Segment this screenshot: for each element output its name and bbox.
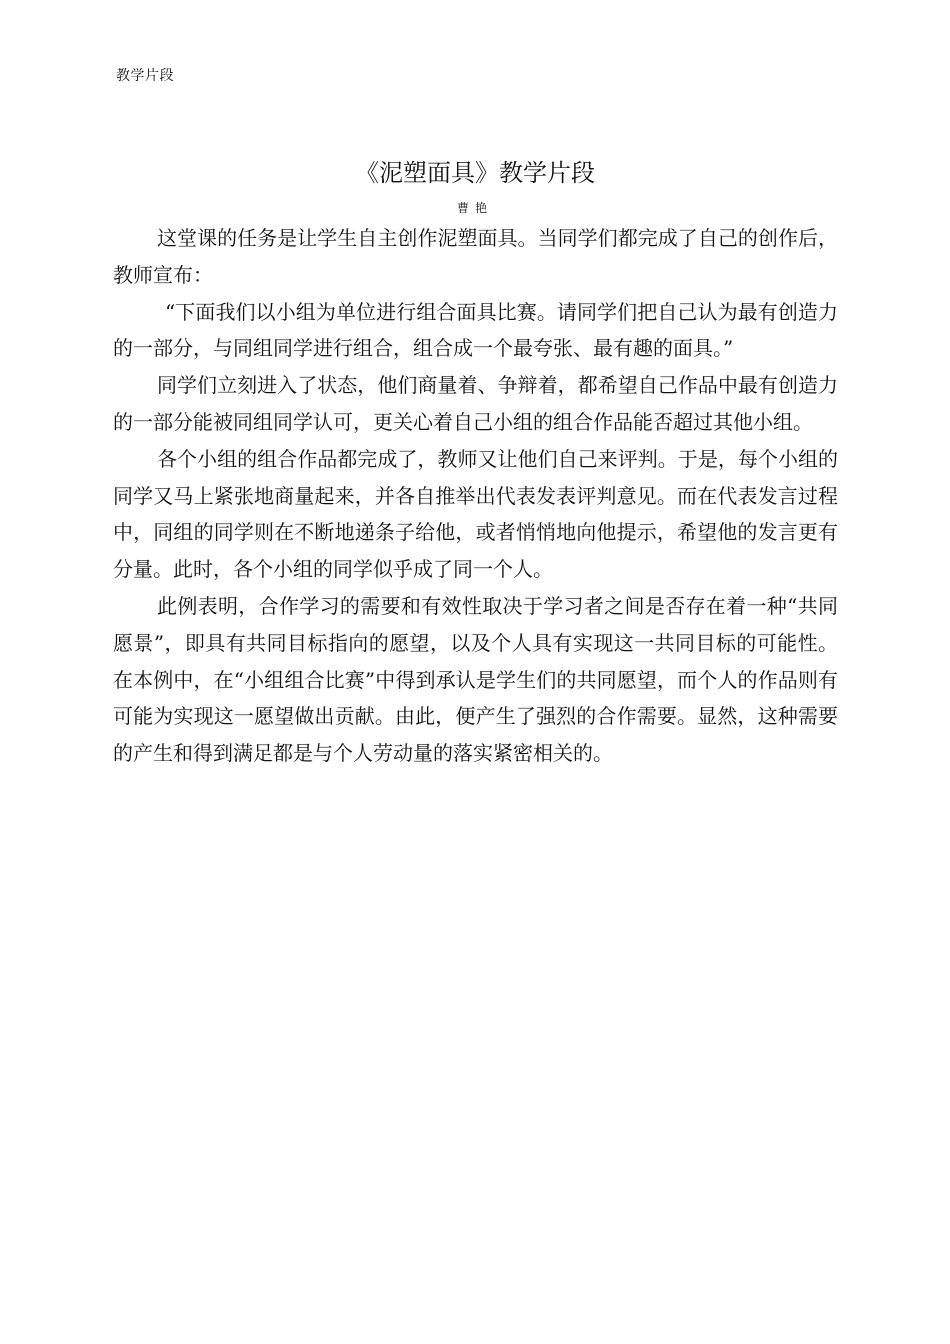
paragraph-intro: 这堂课的任务是让学生自主创作泥塑面具。当同学们都完成了自己的创作后，教师宣布：: [113, 226, 838, 287]
paragraph-analysis: 此例表明，合作学习的需要和有效性取决于学习者之间是否存在着一种“共同愿景”，即具有共同目标指向的愿望，以及个人具有实现这一共同目标的可能性。在本例中，在“小组组合比赛”中得到承认是学生们的共同愿望，而个人的作品则有可能为实现这一愿望做出贡献。由此，便产生了强烈的合作需要。显然，这种需要的产生和得到满足都是与个人劳动量的落实紧密相关的。: [113, 593, 838, 766]
paragraph-student-reaction: 同学们立刻进入了状态，他们商量着、争辩着，都希望自己作品中最有创造力的一部分能被同组同学认可，更关心着自己小组的组合作品能否超过其他小组。: [113, 373, 838, 434]
article-title: 《泥塑面具》教学片段: [355, 159, 595, 187]
running-header: 教学片段: [116, 68, 174, 84]
article-body: [113, 220, 838, 772]
paragraph-group-judging: 各个小组的组合作品都完成了，教师又让他们自己来评判。于是，每个小组的同学又马上紧张地商量起来，并各自推举出代表发表评判意见。而在代表发言过程中，同组的同学则在不断地递条子给他，或者悄悄地向他提示，希望他的发言更有分量。此时，各个小组的同学似乎成了同一个人。: [113, 446, 838, 582]
article-author: 曹艳: [456, 201, 493, 215]
paragraph-teacher-quote: “下面我们以小组为单位进行组合面具比赛。请同学们把自己认为最有创造力的一部分，与同组同学进行组合，组合成一个最夸张、最有趣的面具。”: [113, 299, 838, 361]
